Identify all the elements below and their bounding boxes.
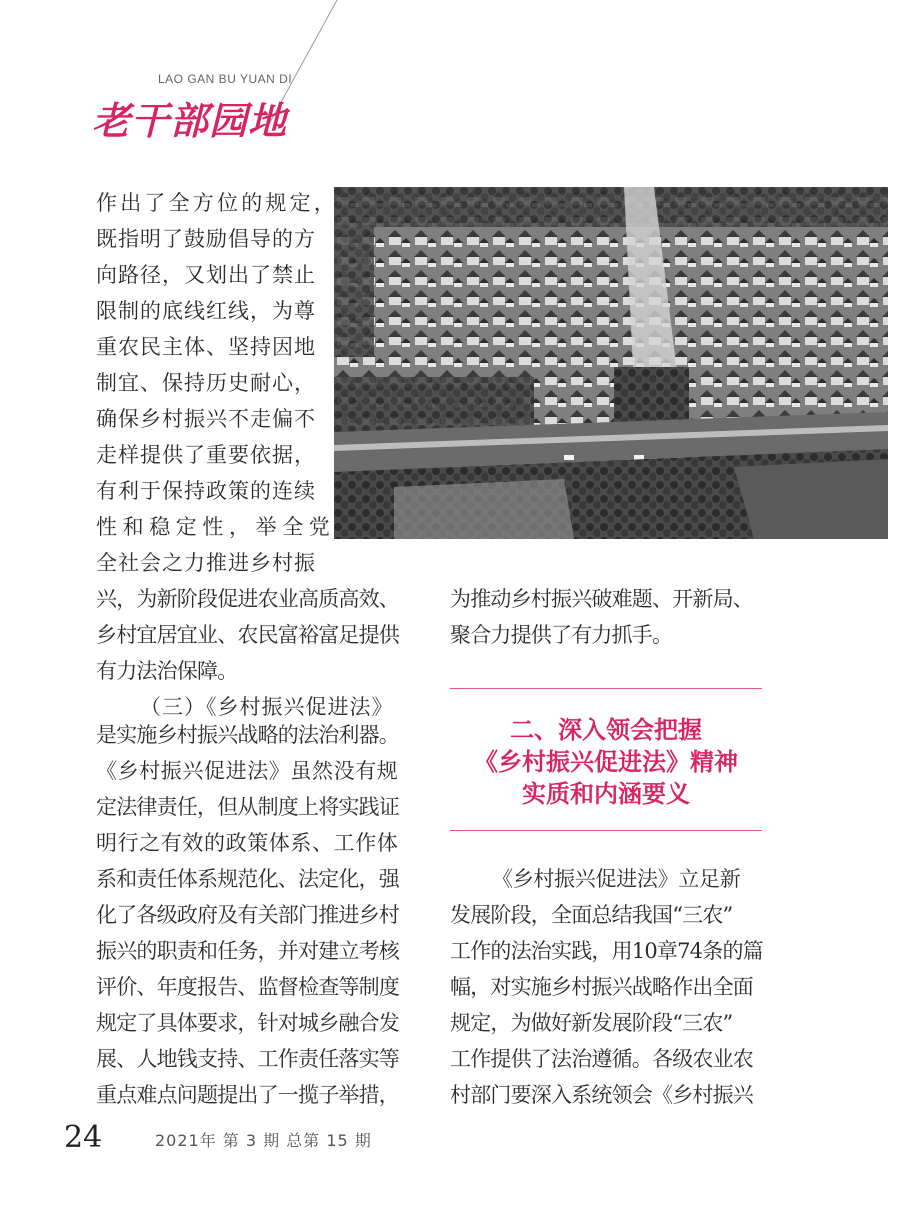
page-number: 24 — [64, 1120, 103, 1155]
text-line: 作出了全方位的规定， — [96, 191, 338, 215]
text-line: 限制的底线红线，为尊 — [96, 299, 316, 323]
section-rule-top — [450, 688, 762, 689]
text-line: 《乡村振兴促进法》虽然没有规 — [96, 759, 399, 783]
issue-info: 2021年 第 3 期 总第 15 期 — [155, 1131, 372, 1150]
text-line: 走样提供了重要依据， — [96, 443, 316, 467]
text-line: 重点难点问题提出了一揽子举措， — [96, 1083, 399, 1107]
text-line: 聚合力提供了有力抓手。 — [450, 623, 673, 647]
text-line: 系和责任体系规范化、法定化，强 — [96, 867, 399, 891]
text-line: 展、人地钱支持、工作责任落实等 — [96, 1047, 399, 1071]
text-line: 有力法治保障。 — [96, 659, 238, 683]
text-line: 明行之有效的政策体系、工作体 — [96, 831, 399, 855]
text-line: 化了各级政府及有关部门推进乡村 — [96, 903, 399, 927]
text-line: 制宜、保持历史耐心， — [96, 371, 316, 395]
text-line: 向路径，又划出了禁止 — [96, 263, 316, 287]
text-line: 幅，对实施乡村振兴战略作出全面 — [450, 975, 753, 999]
text-line: 兴，为新阶段促进农业高质高效、 — [96, 587, 399, 611]
text-line: 评价、年度报告、监督检查等制度 — [96, 975, 399, 999]
text-line: 工作的法治实践，用10章74条的篇 — [450, 939, 763, 963]
text-line: 全社会之力推进乡村振 — [96, 551, 316, 575]
text-line: 重农民主体、坚持因地 — [96, 335, 316, 359]
masthead-pinyin: LAO GAN BU YUAN DI — [158, 72, 293, 86]
text-line: 《乡村振兴促进法》立足新 — [492, 867, 741, 891]
text-line: 为推动乡村振兴破难题、开新局、 — [450, 587, 753, 611]
text-line: 规定了具体要求，针对城乡融合发 — [96, 1011, 399, 1035]
text-line: 有利于保持政策的连续 — [96, 479, 316, 503]
village-aerial-photo — [334, 187, 888, 539]
text-line: 规定，为做好新发展阶段“三农” — [450, 1011, 733, 1035]
text-line: 村部门要深入系统领会《乡村振兴 — [450, 1083, 753, 1107]
section-heading-line: 《乡村振兴促进法》精神 — [474, 748, 738, 776]
section-heading-line: 实质和内涵要义 — [522, 780, 690, 808]
text-line: 振兴的职责和任务，并对建立考核 — [96, 939, 399, 963]
text-line: 是实施乡村振兴战略的法治利器。 — [96, 723, 399, 747]
text-line: 乡村宜居宜业、农民富裕富足提供 — [96, 623, 399, 647]
text-line: 工作提供了法治遵循。各级农业农 — [450, 1047, 753, 1071]
text-line: 发展阶段，全面总结我国“三农” — [450, 903, 733, 927]
text-line: 确保乡村振兴不走偏不 — [96, 407, 316, 431]
section-rule-bottom — [450, 830, 762, 831]
text-line: 既指明了鼓励倡导的方 — [96, 227, 316, 251]
text-line: 定法律责任，但从制度上将实践证 — [96, 795, 399, 819]
section-heading-line: 二、深入领会把握 — [510, 716, 702, 744]
text-line: （三）《乡村振兴促进法》 — [140, 695, 394, 719]
text-line: 性和稳定性，举全党 — [96, 515, 336, 539]
masthead-title: 老干部园地 — [92, 98, 288, 143]
